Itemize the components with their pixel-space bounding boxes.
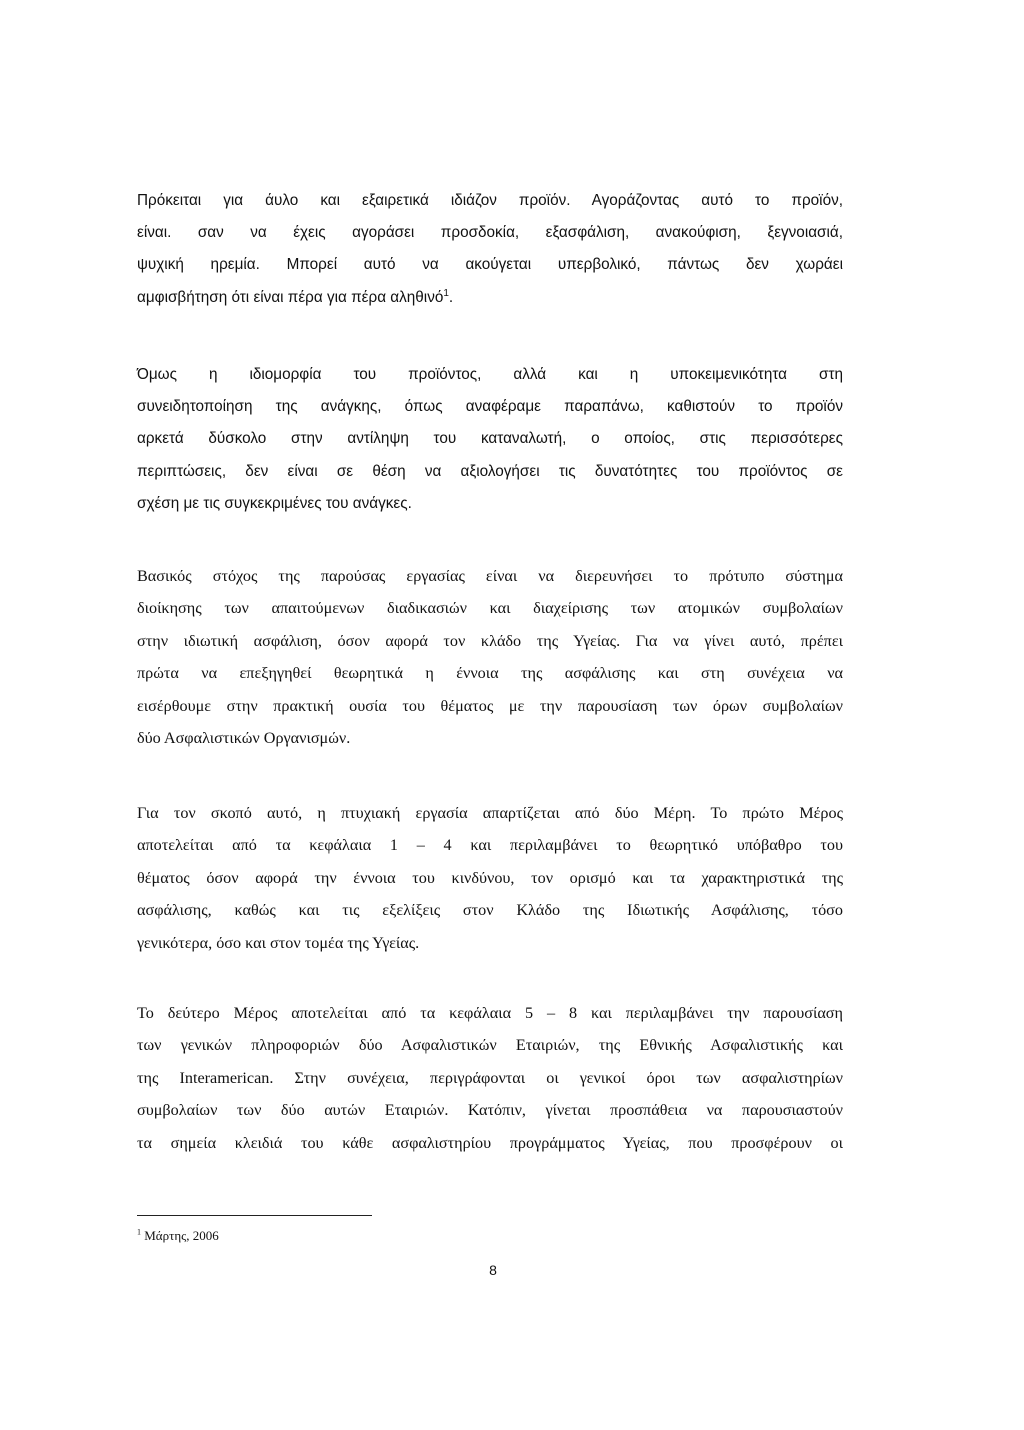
footnote-marker: 1 — [137, 1227, 141, 1237]
paragraph-line: θέματος όσον αφορά την έννοια του κινδύνου, τον ορισμό και τα χαρακτηριστικά της — [137, 868, 843, 887]
paragraph-line: σχέση με τις συγκεκριμένες του ανάγκες. — [137, 494, 412, 512]
paragraph-product-peculiarity — [137, 359, 843, 520]
paragraph-line: Όμως η ιδιομορφία του προϊόντος, αλλά και η υποκειμενικότητα στη — [137, 366, 843, 383]
paragraph-line: των γενικών πληροφοριών δύο Ασφαλιστικών Εταιριών, της Εθνικής Ασφαλιστικής και — [137, 1036, 843, 1055]
paragraph-line: Βασικός στόχος της παρούσας εργασίας είναι να διερευνήσει το πρότυπο σύστημα — [137, 567, 843, 585]
paragraph-line: γενικότερα, όσο και στον τομέα της Υγείας. — [137, 933, 420, 952]
paragraph-line: συνειδητοποίηση της ανάγκης, όπως αναφέραμε παραπάνω, καθιστούν το προϊόν — [137, 398, 843, 416]
paragraph-line: δύο Ασφαλιστικών Οργανισμών. — [137, 729, 351, 748]
paragraph-line: διοίκησης των απαιτούμενων διαδικασιών και διαχείρισης των ατομικών συμβολαίων — [137, 599, 843, 618]
paragraph-line: τα σημεία κλειδιά του κάθε ασφαλιστηρίου προγράμματος Υγείας, που προσφέρουν οι — [137, 1133, 843, 1152]
paragraph-line-with-footnote — [137, 282, 843, 314]
footnote-separator — [137, 1215, 372, 1216]
paragraph-part-two — [137, 997, 843, 1159]
paragraph-line: Για τον σκοπό αυτό, η πτυχιακή εργασία απαρτίζεται από δύο Μέρη. Το πρώτο Μέρος — [137, 804, 843, 822]
footnote — [137, 1228, 219, 1244]
footnote-text: Μάρτης, 2006 — [144, 1228, 219, 1243]
paragraph-main-goal — [137, 560, 843, 754]
paragraph-line: είναι. σαν να έχεις αγοράσει προσδοκία, εξασφάλιση, ανακούφιση, ξεγνοιασιά, — [137, 224, 843, 242]
paragraph-line-text: αμφισβήτηση ότι είναι πέρα για πέρα αληθινό — [137, 288, 444, 306]
paragraph-line: στην ιδιωτική ασφάλιση, όσον αφορά τον κλάδο της Υγείας. Για να γίνει αυτό, πρέπει — [137, 631, 843, 650]
paragraph-line: συμβολαίων των δύο αυτών Εταιριών. Κατόπιν, γίνεται προσπάθεια να παρουσιαστούν — [137, 1101, 843, 1120]
paragraph-line: αποτελείται από τα κεφάλαια 1 – 4 και περιλαμβάνει το θεωρητικό υπόβαθρο του — [137, 836, 843, 855]
page-number: 8 — [489, 1262, 497, 1278]
footnote-reference[interactable]: 1 — [443, 287, 449, 299]
paragraph-line: εισέρθουμε στην πρακτική ουσία του θέματος με την παρουσίαση των όρων συμβολαίων — [137, 696, 843, 715]
paragraph-line: περιπτώσεις, δεν είναι σε θέση να αξιολογήσει τις δυνατότητες του προϊόντος σε — [137, 462, 843, 480]
paragraph-line: Το δεύτερο Μέρος αποτελείται από τα κεφάλαια 5 – 8 και περιλαμβάνει την παρουσίαση — [137, 1004, 843, 1022]
paragraph-part-one — [137, 797, 843, 959]
paragraph-line: ασφάλισης, καθώς και τις εξελίξεις στον Κλάδο της Ιδιωτικής Ασφάλισης, τόσο — [137, 901, 843, 920]
paragraph-line: ψυχική ηρεμία. Μπορεί αυτό να ακούγεται υπερβολικό, πάντως δεν χωράει — [137, 256, 843, 274]
paragraph-line: της Interamerican. Στην συνέχεια, περιγράφονται οι γενικοί όροι των ασφαλιστηρίων — [137, 1068, 843, 1087]
paragraph-intro — [137, 185, 843, 314]
paragraph-line: αρκετά δύσκολο στην αντίληψη του καταναλωτή, ο οποίος, στις περισσότερες — [137, 430, 843, 448]
paragraph-line: πρώτα να επεξηγηθεί θεωρητικά η έννοια της ασφάλισης και στη συνέχεια να — [137, 664, 843, 683]
paragraph-line: Πρόκειται για άυλο και εξαιρετικά ιδιάζον προϊόν. Αγοράζοντας αυτό το προϊόν, — [137, 192, 843, 209]
sentence-period: . — [448, 288, 454, 306]
